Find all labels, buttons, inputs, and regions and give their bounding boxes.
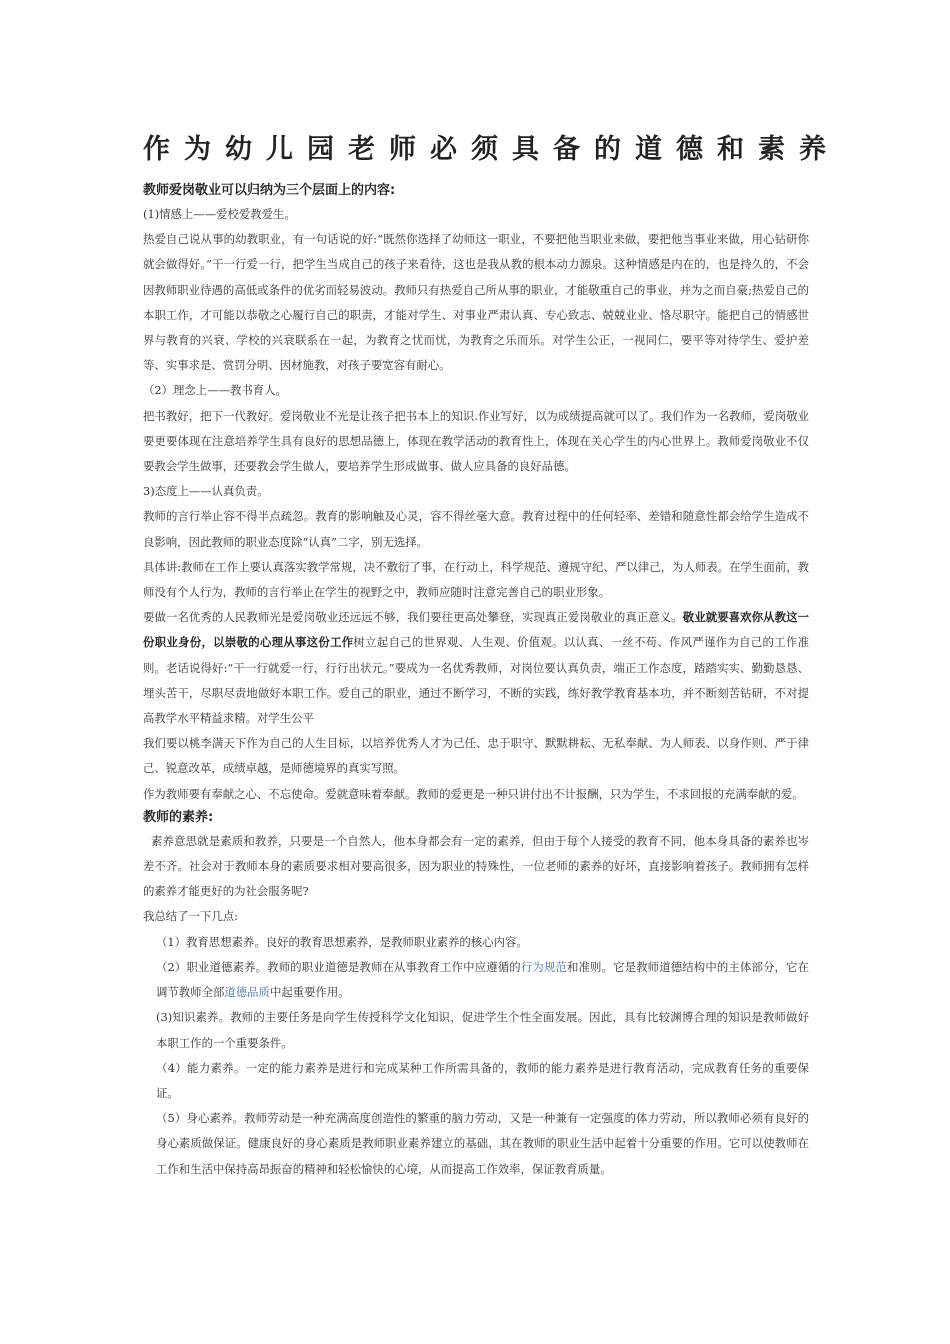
excellence-text-a: 要做一名优秀的人民教师光是爱岗敬业还远远不够，我们要往更高处攀登，实现真正爱岗敬业的真正意义。 xyxy=(143,610,683,625)
link-moral-quality[interactable]: 道德品质 xyxy=(224,985,270,1000)
paragraph-specifics: 具体讲:教师在工作上要认真落实教学常规，决不敷衍了事，在行动上，科学规范、遵规守纪、严以律己，为人师表。在学生面前，教师没有个人行为，教师的言行举止在学生的视野之中，教师应随时注意完善自己的职业形象。 xyxy=(143,559,809,600)
ethics-text-b: 和准则。它是教师道德结构中的主体部分，它在调节教师全部 xyxy=(156,959,809,1000)
document-page xyxy=(143,132,840,1182)
excellence-text-c: 树立起自己的世界观、人生观、价值观。以认真、一丝不苟、作风严谨作为自己的工作准则。老话说得好:“干一行就爱一行，行行出状元。”要成为一名优秀教师，对岗位要认真负责，端正工作态度，踏踏实实、勤勤恳恳、埋头苦干，尽职尽责地做好本职工作。爱自己的职业，通过不断学习，不断的实践，练好教学教育基本功，并不断刻苦钻研，不对提高教学水平精益求精。对学生公平 xyxy=(143,635,809,726)
list-item-body-mind: （5）身心素养。教师劳动是一种充满高度创造性的繁重的脑力劳动，又是一种兼有一定强度的体力劳动，所以教师必须有良好的身心素质做保证。健康良好的身心素质是教师职业素养建立的基础，其在教师的职业生活中起着十分重要的作用。它可以使教师在工作和生活中保持高昂振奋的精神和轻松愉快的心境，从而提高工作效率，保证教育质量。 xyxy=(156,1111,809,1176)
paragraph-summary: 我总结了一下几点: xyxy=(143,909,238,924)
link-behavior-norms[interactable]: 行为规范 xyxy=(520,959,567,974)
point-attitude: 3)态度上——认真负责。 xyxy=(143,484,269,499)
paragraph-emotion: 热爱自己说从事的幼教职业，有一句话说的好:“既然你选择了幼师这一职业，不要把他当职业来做，要把他当事业来做，用心钻研你就会做得好。”干一行爱一行，把学生当成自己的孩子来看待，这也是我从教的根本动力源泉。这种情感是内在的，也是持久的，不会因教师职业待遇的高低或条件的优劣而轻易波动。教师只有热爱自己所从事的职业，才能敬重自己的事业，并为之而自豪;热爱自己的本职工作，才可能以恭敬之心履行自己的职责，才能对学生、对事业严肃认真、专心致志、兢兢业业、恪尽职守。能把自己的情感世界与教育的兴衰、学校的兴衰联系在一起，为教育之忧而忧，为教育之乐而乐。对学生公正，一视同仁，要平等对待学生、爱护差等、实事求是、赏罚分明、因材施教，对孩子要宽容有耐心。 xyxy=(143,232,809,373)
document-title: 作为幼儿园老师必须具备的道德和素养 xyxy=(143,134,840,165)
excellence-text-bold: 敬业就要喜欢你从教这一份职业身份，以崇敬的心理从事这份工作 xyxy=(143,610,809,650)
paragraph-attitude: 教师的言行举止容不得半点疏忽。教育的影响触及心灵，容不得丝毫大意。教育过程中的任何轻率、差错和随意性都会给学生造成不良影响，因此教师的职业态度除“认真”二字，别无选择。 xyxy=(143,509,809,549)
paragraph-goal: 我们要以桃李满天下作为自己的人生目标，以培养优秀人才为己任、忠于职守、默默耕耘、无私奉献、为人师表、以身作则、严于律己、锐意改革，成绩卓越，是师德境界的真实写照。 xyxy=(143,736,809,776)
list-item-knowledge: (3)知识素养。教师的主要任务是向学生传授科学文化知识，促进学生个性全面发展。因此，具有比较渊博合理的知识是教师做好本职工作的一个重要条件。 xyxy=(156,1010,809,1050)
section-heading-literacy: 教师的素养: xyxy=(143,809,214,825)
ethics-text-a: （2）职业道德素养。教师的职业道德是教师在从事教育工作中应遵循的 xyxy=(156,959,521,974)
list-item-ability: （4）能力素养。一定的能力素养是进行和完成某种工作所需具备的，教师的能力素养是进行教育活动，完成教育任务的重要保证。 xyxy=(156,1060,809,1100)
paragraph-concept: 把书教好，把下一代教好。爱岗敬业不光是让孩子把书本上的知识.作业写好，以为成绩提高就可以了。我们作为一名教师，爱岗敬业要更要体现在注意培养学生具有良好的思想品德上，体现在教学活动的教育性上，体现在关心学生的内心世界上。教师爱岗敬业不仅要教会学生做事，还要教会学生做人，要培养学生形成做事、做人应具备的良好品德。 xyxy=(143,408,809,474)
section-heading-devotion: 教师爱岗敬业可以归纳为三个层面上的内容: xyxy=(143,183,396,198)
point-concept: （2）理念上——教书育人。 xyxy=(143,383,287,398)
list-item-professional-ethics xyxy=(143,955,809,1005)
list-item-education-thought: （1）教育思想素养。良好的教育思想素养，是教师职业素养的核心内容。 xyxy=(156,934,528,949)
paragraph-literacy-intro: 素养意思就是素质和教养，只要是一个自然人，他本身都会有一定的素养，但由于每个人接受的教育不同，他本身具备的素养也岑差不齐。社会对于教师本身的素质要求相对要高很多，因为职业的特殊性，一位老师的素养的好坏，直接影响着孩子。教师拥有怎样的素养才能更好的为社会服务呢? xyxy=(143,833,809,899)
paragraph-excellence xyxy=(143,605,809,731)
paragraph-dedication: 作为教师要有奉献之心、不忘使命。爱就意味着奉献。教师的爱更是一种只讲付出不计报酬，只为学生，不求回报的充满奉献的爱。 xyxy=(143,786,804,801)
ethics-text-c: 中起重要作用。 xyxy=(269,985,350,1000)
point-emotion: (1)情感上——爱校爱教爱生。 xyxy=(143,207,296,221)
